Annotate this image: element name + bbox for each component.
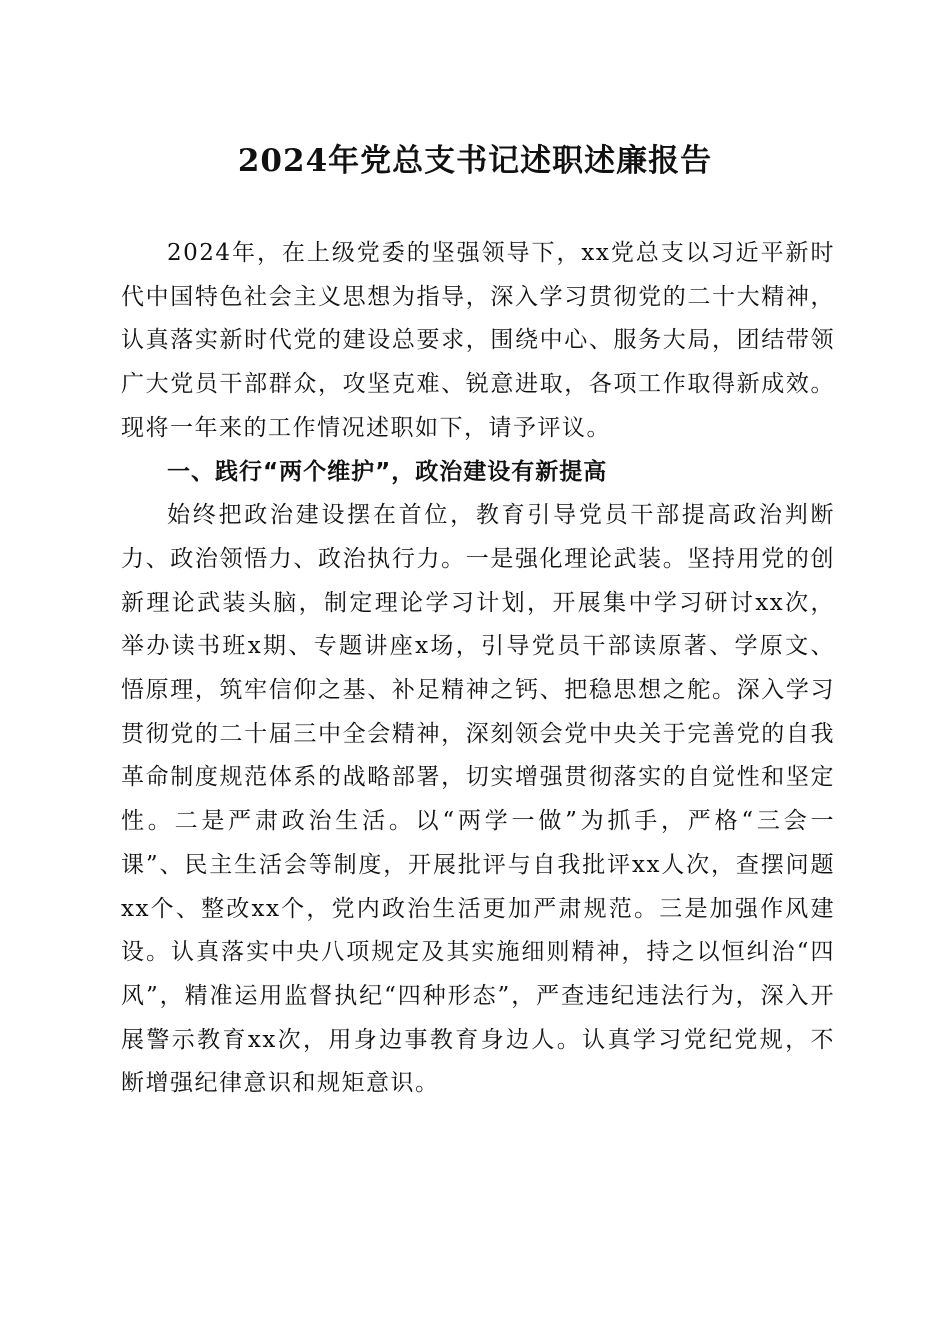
document-body: [121, 232, 835, 1106]
section-heading-1: 一、践行“两个维护”，政治建设有新提高: [167, 458, 608, 485]
section-1-paragraph: 始终把政治建设摆在首位，教育引导党员干部提高政治判断力、政治领悟力、政治执行力。一是强化理论武装。坚持用党的创新理论武装头脑，制定理论学习计划，开展集中学习研讨xx次，举办读书班x期、专题讲座x场，引导党员干部读原著、学原文、悟原理，筑牢信仰之基、补足精神之钙、把稳思想之舵。深入学习贯彻党的二十届三中全会精神，深刻领会党中央关于完善党的自我革命制度规范体系的战略部署，切实增强贯彻落实的自觉性和坚定性。二是严肃政治生活。以“两学一做”为抓手，严格“三会一课”、民主生活会等制度，开展批评与自我批评xx人次，查摆问题xx个、整改xx个，党内政治生活更加严肃规范。三是加强作风建设。认真落实中央八项规定及其实施细则精神，持之以恒纠治“四风”，精准运用监督执纪“四种形态”，严查违纪违法行为，深入开展警示教育xx次，用身边事教育身边人。认真学习党纪党规，不断增强纪律意识和规矩意识。: [121, 502, 835, 1097]
intro-paragraph: 2024年，在上级党委的坚强领导下，xx党总支以习近平新时代中国特色社会主义思想为指导，深入学习贯彻党的二十大精神，认真落实新时代党的建设总要求，围绕中心、服务大局，团结带领广大党员干部群众，攻坚克难、锐意进取，各项工作取得新成效。现将一年来的工作情况述职如下，请予评议。: [121, 240, 835, 441]
document-title: 2024年党总支书记述职述廉报告: [237, 143, 713, 179]
